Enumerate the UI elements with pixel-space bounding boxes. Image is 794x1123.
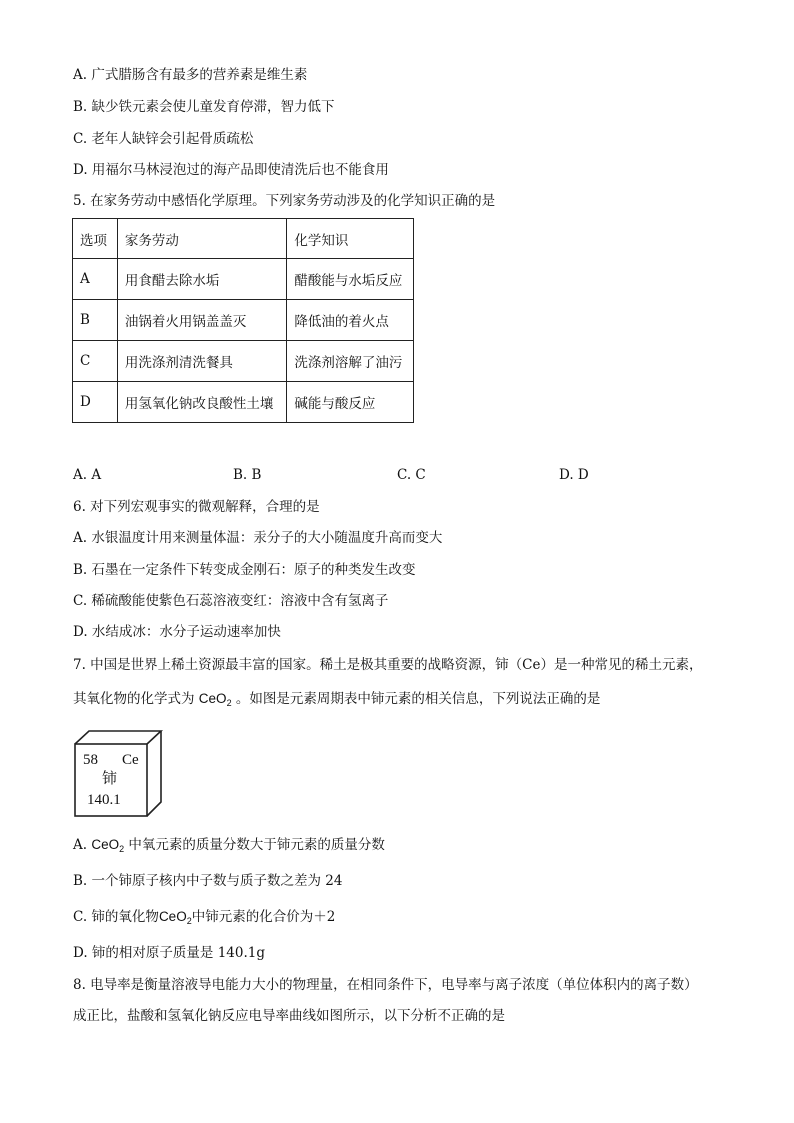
table-cell: 洗涤剂溶解了油污 [287,341,414,382]
q4-option-a: A. 广式腊肠含有最多的营养素是维生素 [73,67,308,83]
q4-option-c: C. 老年人缺锌会引起骨质疏松 [73,131,254,147]
formula-main: CeO [198,691,227,706]
q5-table [72,218,414,423]
table-cell: B [73,300,118,341]
q6-stem: 6. 对下列宏观事实的微观解释，合理的是 [73,499,320,515]
table-header-cell: 化学知识 [287,219,414,259]
option-text: 中氧元素的质量分数大于铈元素的质量分数 [124,837,385,853]
table-cell: 用氢氧化钠改良酸性土壤 [117,382,286,423]
q8-stem-line2: 成正比，盐酸和氢氧化钠反应电导率曲线如图所示，以下分析不正确的是 [73,1008,505,1024]
option-text: 中铈元素的化合价为＋2 [191,909,336,925]
q7-stem-text: 其氧化物的化学式为 [73,691,199,707]
table-header-cell: 选项 [73,219,118,259]
q8-stem-line1: 8. 电导率是衡量溶液导电能力大小的物理量，在相同条件下，电导率与离子浓度（单位体积内的离子数） [73,977,698,993]
formula-main: CeO [158,909,187,924]
element-name: 铈 [102,771,118,787]
formula-subscript: 2 [186,916,192,926]
table-row [73,341,414,382]
formula-subscript: 2 [226,698,232,708]
table-row [73,300,414,341]
q7-option-b: B. 一个铈原子核内中子数与质子数之差为 24 [73,873,343,889]
table-row [73,382,414,423]
table-cell: A [73,259,118,300]
table-cell: 用食醋去除水垢 [117,259,286,300]
q7-option-c [73,908,335,926]
q6-option-a: A. 水银温度计用来测量体温：汞分子的大小随温度升高而变大 [73,530,443,546]
table-cell: 醋酸能与水垢反应 [287,259,414,300]
atomic-number: 58 [83,752,98,768]
formula-main: CeO [91,837,120,852]
table-cell: D [73,382,118,423]
q5-stem: 5. 在家务劳动中感悟化学原理。下列家务劳动涉及的化学知识正确的是 [73,193,496,209]
q4-option-b: B. 缺少铁元素会使儿童发育停滞，智力低下 [73,99,335,115]
q7-stem-text: 。如图是元素周期表中铈元素的相关信息，下列说法正确的是 [231,691,601,707]
table-cell: 油锅着火用锅盖盖灭 [117,300,286,341]
chemical-formula [199,691,232,706]
q7-stem-line2 [73,690,600,708]
table-cell: 降低油的着火点 [287,300,414,341]
table-row [73,259,414,300]
table-cell: 碱能与酸反应 [287,382,414,423]
formula-subscript: 2 [119,844,125,854]
option-label: A. [73,837,92,853]
q5-option-c: C. C [397,467,426,483]
table-header-cell: 家务劳动 [117,219,286,259]
element-symbol: Ce [122,752,139,768]
table-cell: 用洗涤剂清洗餐具 [117,341,286,382]
chemical-formula [91,837,124,852]
q5-option-d: D. D [559,467,589,483]
q6-option-c: C. 稀硫酸能使紫色石蕊溶液变红：溶液中含有氢离子 [73,593,389,609]
q6-option-b: B. 石墨在一定条件下转变成金刚石：原子的种类发生改变 [73,562,416,578]
element-card-cerium [72,730,164,818]
q4-option-d: D. 用福尔马林浸泡过的海产品即使清洗后也不能食用 [73,162,389,178]
q5-option-b: B. B [233,467,262,483]
q6-option-d: D. 水结成冰：水分子运动速率加快 [73,624,281,640]
chemical-formula [159,909,192,924]
q5-option-a: A. A [73,467,102,483]
q7-option-d: D. 铈的相对原子质量是 140.1g [73,945,266,961]
q7-option-a [73,836,385,854]
q7-stem-line1: 7. 中国是世界上稀土资源最丰富的国家。稀土是极其重要的战略资源，铈（Ce）是一种常见的稀土元素， [73,657,703,673]
atomic-mass: 140.1 [87,792,121,808]
table-cell: C [73,341,118,382]
option-text: C. 铈的氧化物 [73,909,159,925]
table-header-row [73,219,414,259]
